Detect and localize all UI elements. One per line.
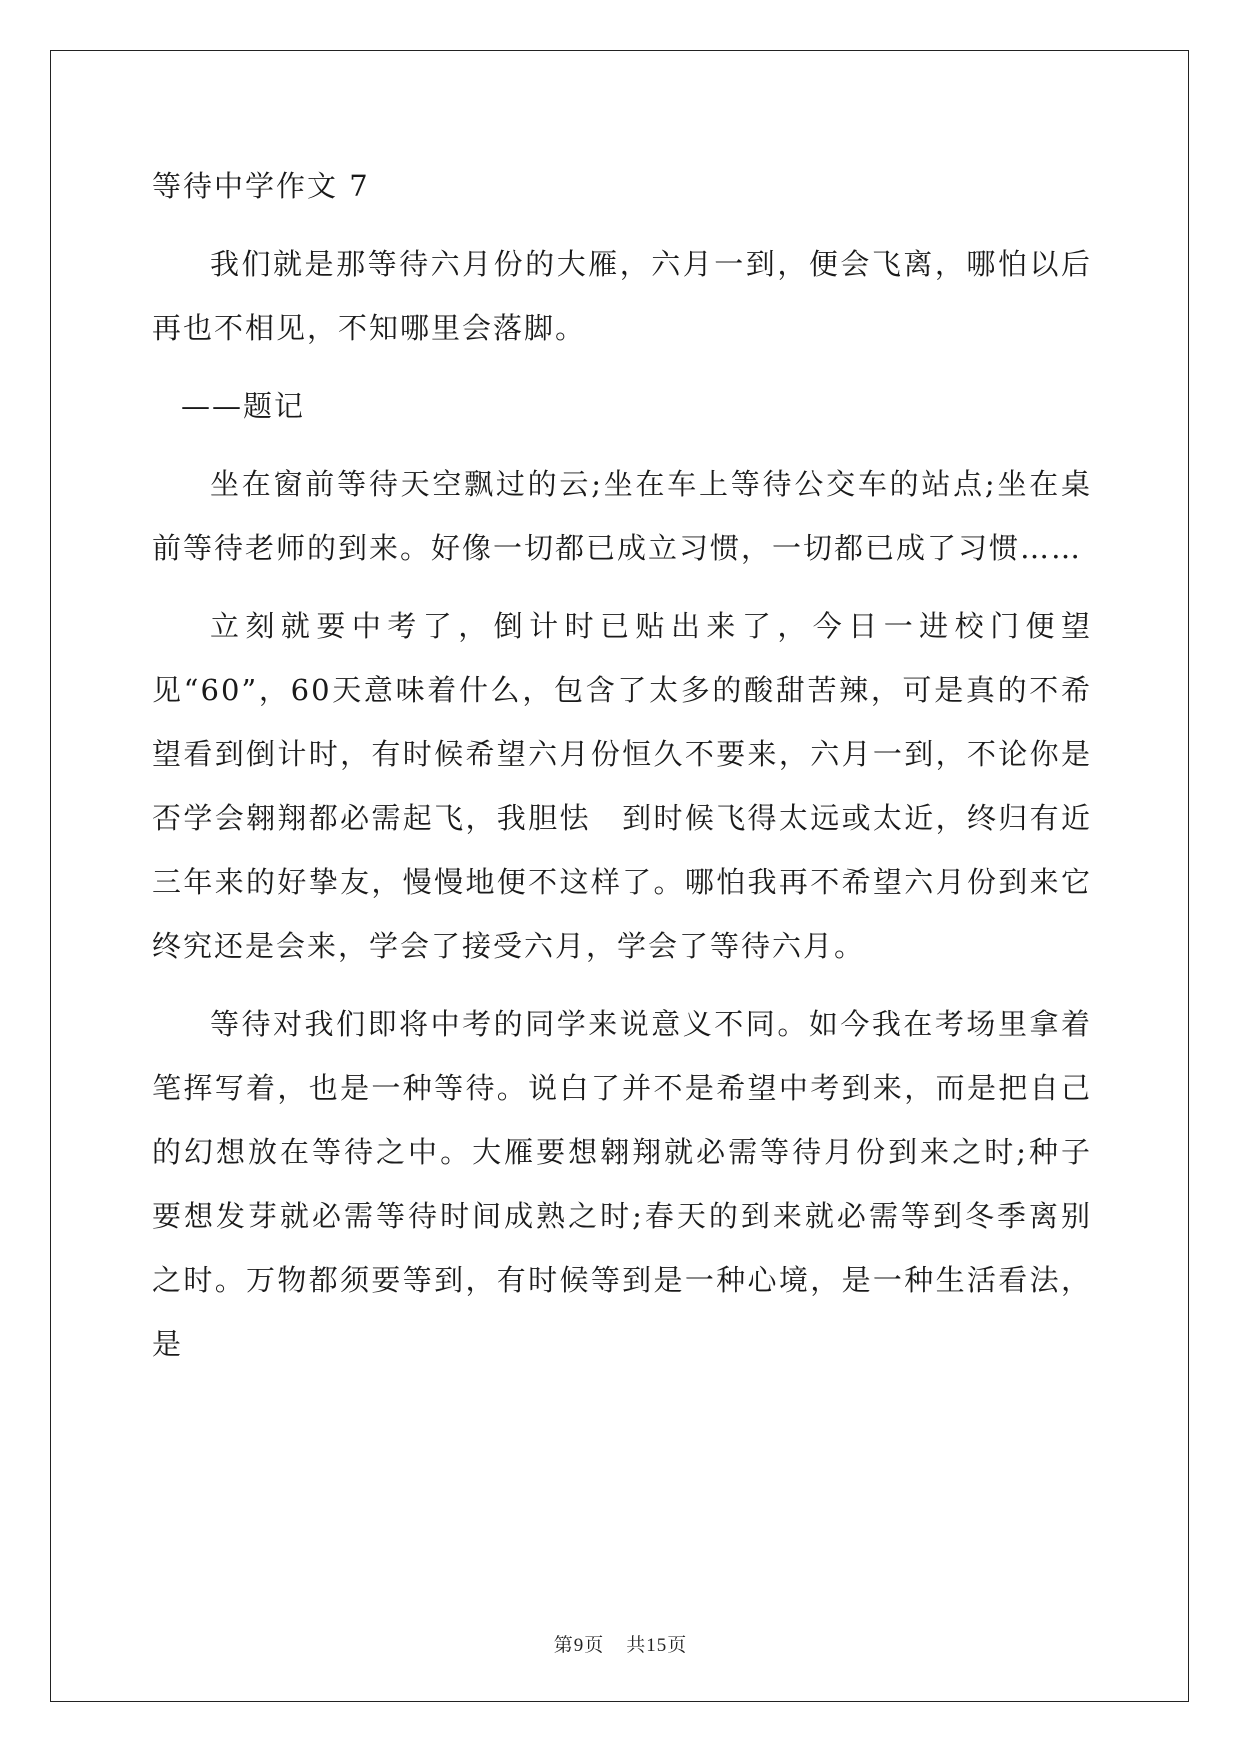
total-suffix: 页 bbox=[667, 1634, 688, 1656]
total-pages: 15 bbox=[646, 1635, 668, 1656]
page-footer bbox=[0, 1630, 1241, 1657]
paragraph-meaning: 等待对我们即将中考的同学来说意义不同。如今我在考场里拿着笔挥写着，也是一种等待。说白了并不是希望中考到来，而是把自己的幻想放在等待之中。大雁要想翱翔就必需等待月份到来之时;种子要想发芽就必需等待时间成熟之时;春天的到来就必需等到冬季离别之时。万物都须要等到，有时候等到是一种心境，是一种生活看法，是 bbox=[152, 1007, 1092, 1361]
paragraph-waiting-scenes: 坐在窗前等待天空飘过的云;坐在车上等待公交车的站点;坐在桌前等待老师的到来。好像一切都已成立习惯，一切都已成了习惯…… bbox=[152, 467, 1092, 565]
page-prefix: 第 bbox=[553, 1634, 574, 1656]
essay-title: 等待中学作文 7 bbox=[152, 169, 370, 203]
inscription: ——题记 bbox=[181, 389, 306, 423]
paragraph-intro: 我们就是那等待六月份的大雁，六月一到，便会飞离，哪怕以后再也不相见，不知哪里会落脚。 bbox=[152, 247, 1092, 345]
paragraph-countdown: 立刻就要中考了，倒计时已贴出来了，今日一进校门便望见“60”，60天意味着什么，包含了太多的酸甜苦辣，可是真的不希望看到倒计时，有时候希望六月份恒久不要来，六月一到，不论你是否学会翱翔都必需起飞，我胆怯 到时候飞得太远或太近，终归有近三年来的好挚友，慢慢地便不这样了。哪怕我再不希望六月份到来它终究还是会来，学会了接受六月，学会了等待六月。 bbox=[152, 609, 1092, 963]
total-prefix: 共 bbox=[626, 1634, 647, 1656]
page-current: 9 bbox=[573, 1635, 585, 1656]
document-body bbox=[152, 154, 1092, 1376]
page-suffix: 页 bbox=[584, 1634, 605, 1656]
